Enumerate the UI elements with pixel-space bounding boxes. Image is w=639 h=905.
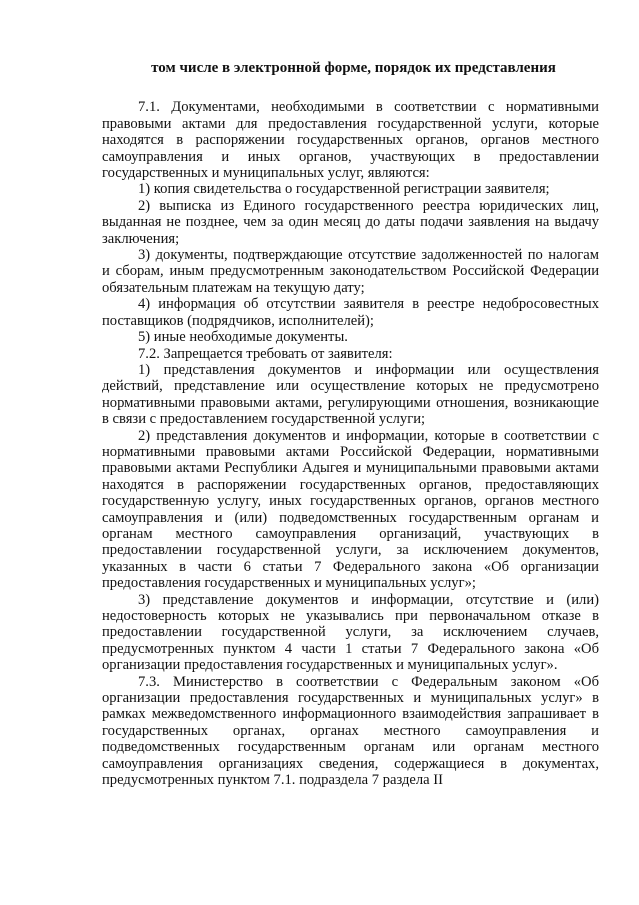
list-item-7-2-1: 1) представления документов и информации или осуществления действий, представление или осуществление которых не предусмотрено нормативными правовыми актами, регулирующими отношения, возникающие в связи с предоставлением государственной услуги;	[102, 361, 599, 428]
paragraph-7-1: 7.1. Документами, необходимыми в соответствии с нормативными правовыми актами для предоставления государственной услуги, которые находятся в распоряжении государственных органов, органов местного самоуправления и иных органов, участвующих в предоставлении государственных и муниципальных услуг, являются:	[102, 99, 599, 182]
list-item-7-1-2: 2) выписка из Единого государственного реестра юридических лиц, выданная не позднее, чем за один месяц до даты подачи заявления на выдачу заключения;	[102, 197, 599, 247]
list-item-7-1-5: 5) иные необходимые документы.	[138, 329, 348, 346]
list-item-7-2-2: 2) представления документов и информации, которые в соответствии с нормативными правовыми актами Российской Федерации, нормативными правовыми актами Республики Адыгея и муниципальными правовыми актами находятся в распоряжении государственных органов, предоставляющих государственную услугу, иных государственных органов, органов местного самоуправления и (или) подведомственных государственным органам и органам местного самоуправления организаций, участвующих в предоставлении государственной услуги, за исключением документов, указанных в части 6 статьи 7 Федерального закона «Об организации предоставления государственных и муниципальных услуг»;	[102, 427, 599, 592]
paragraph-7-2: 7.2. Запрещается требовать от заявителя:	[138, 345, 393, 362]
list-item-7-2-3: 3) представление документов и информации, отсутствие и (или) недостоверность которых не указывались при первоначальном отказе в предоставлении государственной услуги, за исключением случаев, предусмотренных пунктом 4 части 1 статьи 7 Федерального закона «Об организации предоставления государственных и муниципальных услуг».	[102, 591, 599, 674]
section-heading: том числе в электронной форме, порядок их представления	[151, 60, 556, 76]
list-item-7-1-4: 4) информация об отсутствии заявителя в реестре недобросовестных поставщиков (подрядчиков, исполнителей);	[102, 296, 599, 329]
list-item-7-1-1: 1) копия свидетельства о государственной регистрации заявителя;	[138, 181, 550, 198]
paragraph-7-3: 7.3. Министерство в соответствии с Федеральным законом «Об организации предоставления государственных и муниципальных услуг» в рамках межведомственного информационного взаимодействия запрашивает в государственных органах, органах местного самоуправления и подведомственных государственным органам или органам местного самоуправления организациях сведения, содержащиеся в документах, предусмотренных пунктом 7.1. подраздела 7 раздела II	[102, 673, 599, 789]
list-item-7-1-3: 3) документы, подтверждающие отсутствие задолженностей по налогам и сборам, иным предусмотренным законодательством Российской Федерации обязательным платежам на текущую дату;	[102, 247, 599, 296]
